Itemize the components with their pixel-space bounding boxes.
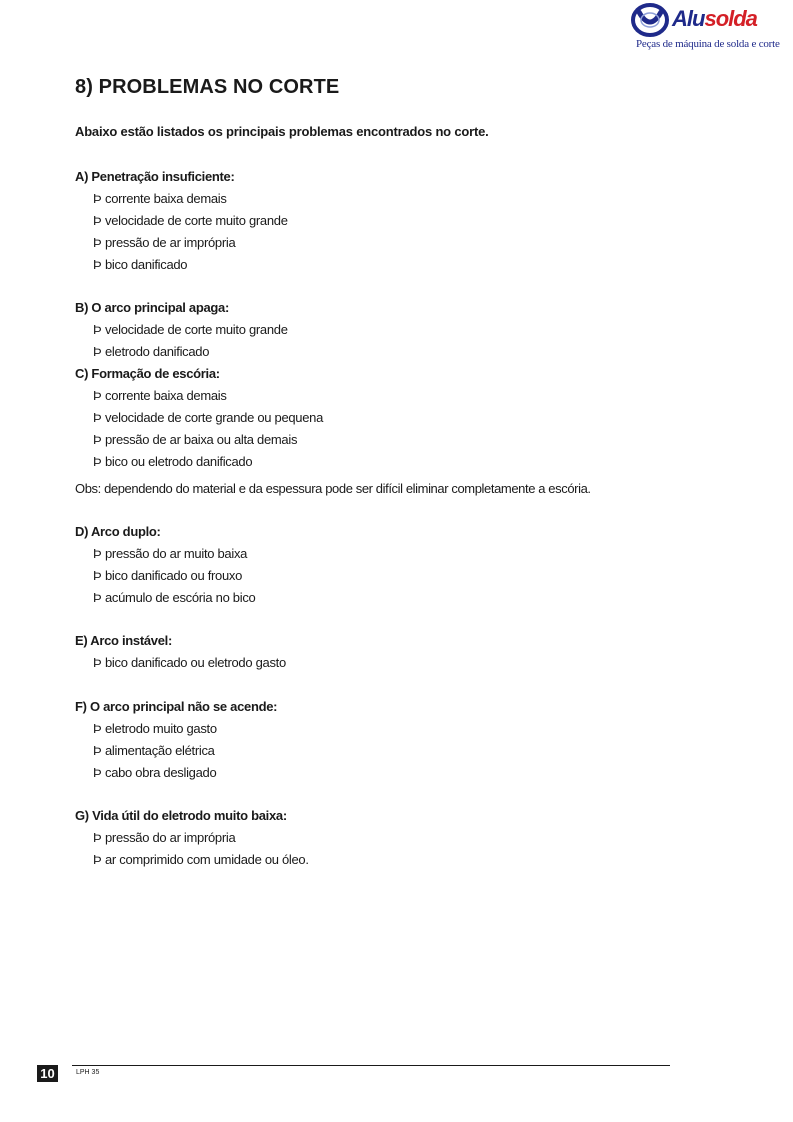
list-item: Þ pressão de ar imprópria <box>75 232 288 254</box>
bullet-arrow-icon: Þ <box>93 388 102 403</box>
logo-wordmark <box>672 6 757 32</box>
section-title: B) O arco principal apaga: <box>75 300 230 315</box>
list-item: Þ velocidade de corte muito grande <box>75 319 288 341</box>
list-item: Þ ar comprimido com umidade ou óleo. <box>75 849 309 871</box>
section-title: C) Formação de escória: <box>75 366 220 381</box>
list-item: Þ pressão do ar muito baixa <box>75 543 255 565</box>
list-item: Þ bico danificado ou eletrodo gasto <box>75 652 286 674</box>
page-title: 8) PROBLEMAS NO CORTE <box>75 76 340 98</box>
logo-tagline: Peças de máquina de solda e corte <box>636 38 780 50</box>
list-item: Þ cabo obra desligado <box>75 762 277 784</box>
section-title: D) Arco duplo: <box>75 524 161 539</box>
bullet-arrow-icon: Þ <box>93 257 102 272</box>
section-title: E) Arco instável: <box>75 633 173 648</box>
page-number: 10 <box>37 1065 58 1082</box>
section-e <box>75 630 286 674</box>
model-label: LPH 35 <box>76 1069 100 1076</box>
bullet-arrow-icon: Þ <box>93 344 102 359</box>
list-item: Þ pressão de ar baixa ou alta demais <box>75 429 323 451</box>
section-d <box>75 521 255 609</box>
bullet-arrow-icon: Þ <box>93 830 102 845</box>
logo-word-part2: solda <box>704 6 757 31</box>
list-item: Þ acúmulo de escória no bico <box>75 587 255 609</box>
section-title: F) O arco principal não se acende: <box>75 699 278 714</box>
section-a <box>75 166 288 276</box>
list-item: Þ bico danificado <box>75 254 288 276</box>
section-g <box>75 805 309 871</box>
list-item: Þ bico ou eletrodo danificado <box>75 451 323 473</box>
logo-swoosh-icon <box>630 2 674 40</box>
footer-divider <box>72 1065 670 1066</box>
bullet-arrow-icon: Þ <box>93 454 102 469</box>
intro-text: Abaixo estão listados os principais problemas encontrados no corte. <box>75 124 489 139</box>
list-item: Þ corrente baixa demais <box>75 188 288 210</box>
list-item: Þ velocidade de corte grande ou pequena <box>75 407 323 429</box>
bullet-arrow-icon: Þ <box>93 721 102 736</box>
bullet-arrow-icon: Þ <box>93 191 102 206</box>
bullet-arrow-icon: Þ <box>93 213 102 228</box>
list-item: Þ bico danificado ou frouxo <box>75 565 255 587</box>
logo-word-part1: Alu <box>672 6 705 31</box>
bullet-arrow-icon: Þ <box>93 852 102 867</box>
list-item: Þ pressão do ar imprópria <box>75 827 309 849</box>
bullet-arrow-icon: Þ <box>93 590 102 605</box>
bullet-arrow-icon: Þ <box>93 546 102 561</box>
bullet-arrow-icon: Þ <box>93 410 102 425</box>
list-item: Þ alimentação elétrica <box>75 740 277 762</box>
bullet-arrow-icon: Þ <box>93 235 102 250</box>
bullet-arrow-icon: Þ <box>93 655 102 670</box>
section-title: A) Penetração insuficiente: <box>75 169 235 184</box>
bullet-arrow-icon: Þ <box>93 568 102 583</box>
section-title: G) Vida útil do eletrodo muito baixa: <box>75 808 287 823</box>
bullet-arrow-icon: Þ <box>93 322 102 337</box>
list-item: Þ eletrodo danificado <box>75 341 288 363</box>
list-item: Þ velocidade de corte muito grande <box>75 210 288 232</box>
section-b <box>75 297 288 363</box>
section-f <box>75 696 277 784</box>
bullet-arrow-icon: Þ <box>93 743 102 758</box>
list-item: Þ corrente baixa demais <box>75 385 323 407</box>
section-c <box>75 363 323 473</box>
obs-note: Obs: dependendo do material e da espessura pode ser difícil eliminar completamente a escória. <box>75 481 591 496</box>
bullet-arrow-icon: Þ <box>93 765 102 780</box>
brand-logo <box>630 2 780 54</box>
bullet-arrow-icon: Þ <box>93 432 102 447</box>
list-item: Þ eletrodo muito gasto <box>75 718 277 740</box>
